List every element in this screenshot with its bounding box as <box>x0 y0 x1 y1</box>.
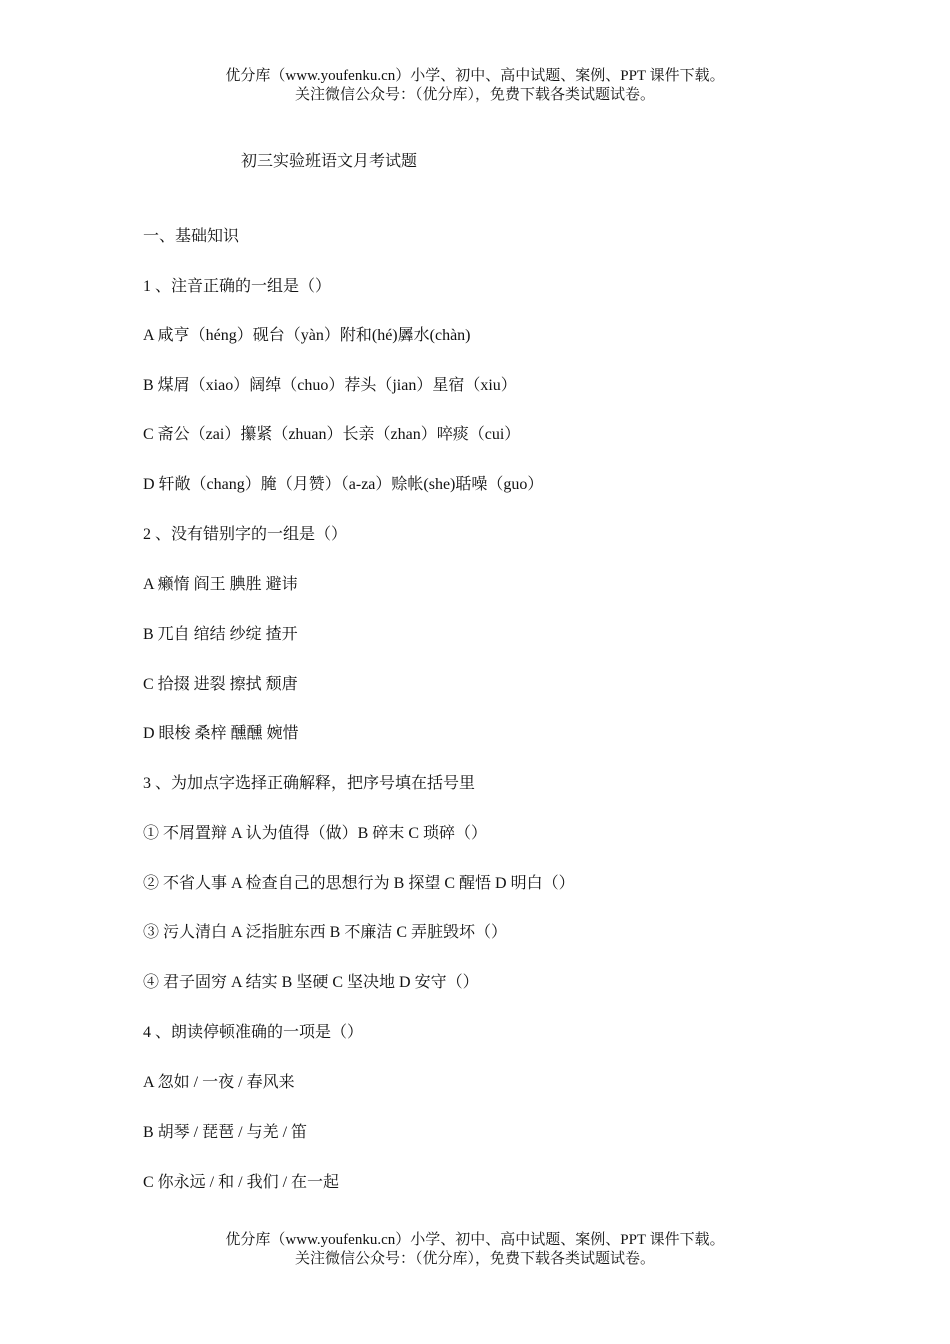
question-4: 4 、朗读停顿准确的一项是（） <box>143 1024 364 1041</box>
question-4-option-a: A 忽如 / 一夜 / 春风来 <box>143 1074 295 1091</box>
page-header <box>0 67 950 105</box>
section-heading: 一、基础知识 <box>143 228 240 245</box>
footer-line-wechat: 关注微信公众号：（优分库），免费下载各类试题试卷。 <box>294 1251 655 1267</box>
question-1-option-c: C 斋公（zai）攥紧（zhuan）长亲（zhan）啐痰（cui） <box>143 426 521 443</box>
question-4-option-b: B 胡琴 / 琵琶 / 与羌 / 笛 <box>143 1124 308 1141</box>
question-2-option-d: D 眼梭 桑梓 醺醺 婉惜 <box>143 725 299 742</box>
question-3-item-4: ④ 君子固穷 A 结实 B 坚硬 C 坚决地 D 安守（） <box>143 974 479 991</box>
question-2: 2 、没有错别字的一组是（） <box>143 526 348 543</box>
question-2-option-c: C 拾掇 进裂 擦拭 颓唐 <box>143 676 298 693</box>
question-2-option-a: A 癞惰 阎王 腆胜 避讳 <box>143 576 298 593</box>
question-2-option-b: B 兀自 绾结 纱绽 揸开 <box>143 626 298 643</box>
header-line-wechat: 关注微信公众号：（优分库），免费下载各类试题试卷。 <box>294 87 655 103</box>
question-3-item-3: ③ 污人清白 A 泛指脏东西 B 不廉洁 C 弄脏毁坏（） <box>143 924 508 941</box>
exam-title: 初三实验班语文月考试题 <box>241 153 418 170</box>
question-1: 1 、注音正确的一组是（） <box>143 278 332 295</box>
question-1-option-d: D 轩敞（chang）腌（月赞）（a-za）赊帐(she)聒噪（guo） <box>143 476 544 493</box>
question-3-item-2: ② 不省人事 A 检查自己的思想行为 B 探望 C 醒悟 D 明白（） <box>143 875 575 892</box>
header-line-site: 优分库（www.youfenku.cn）小学、初中、高中试题、案例、PPT 课件下载。 <box>225 68 725 84</box>
page-footer <box>0 1231 950 1269</box>
question-1-option-a: A 咸亨（héng）砚台（yàn）附和(hé)羼水(chàn) <box>143 327 471 344</box>
question-1-option-b: B 煤屑（xiao）阔绰（chuo）荐头（jian）星宿（xiu） <box>143 377 517 394</box>
question-3: 3 、为加点字选择正确解释，把序号填在括号里 <box>143 775 476 792</box>
footer-line-site: 优分库（www.youfenku.cn）小学、初中、高中试题、案例、PPT 课件下载。 <box>225 1232 725 1248</box>
question-3-item-1: ① 不屑置辩 A 认为值得（做）B 碎末 C 琐碎（） <box>143 825 488 842</box>
question-4-option-c: C 你永远 / 和 / 我们 / 在一起 <box>143 1174 340 1191</box>
